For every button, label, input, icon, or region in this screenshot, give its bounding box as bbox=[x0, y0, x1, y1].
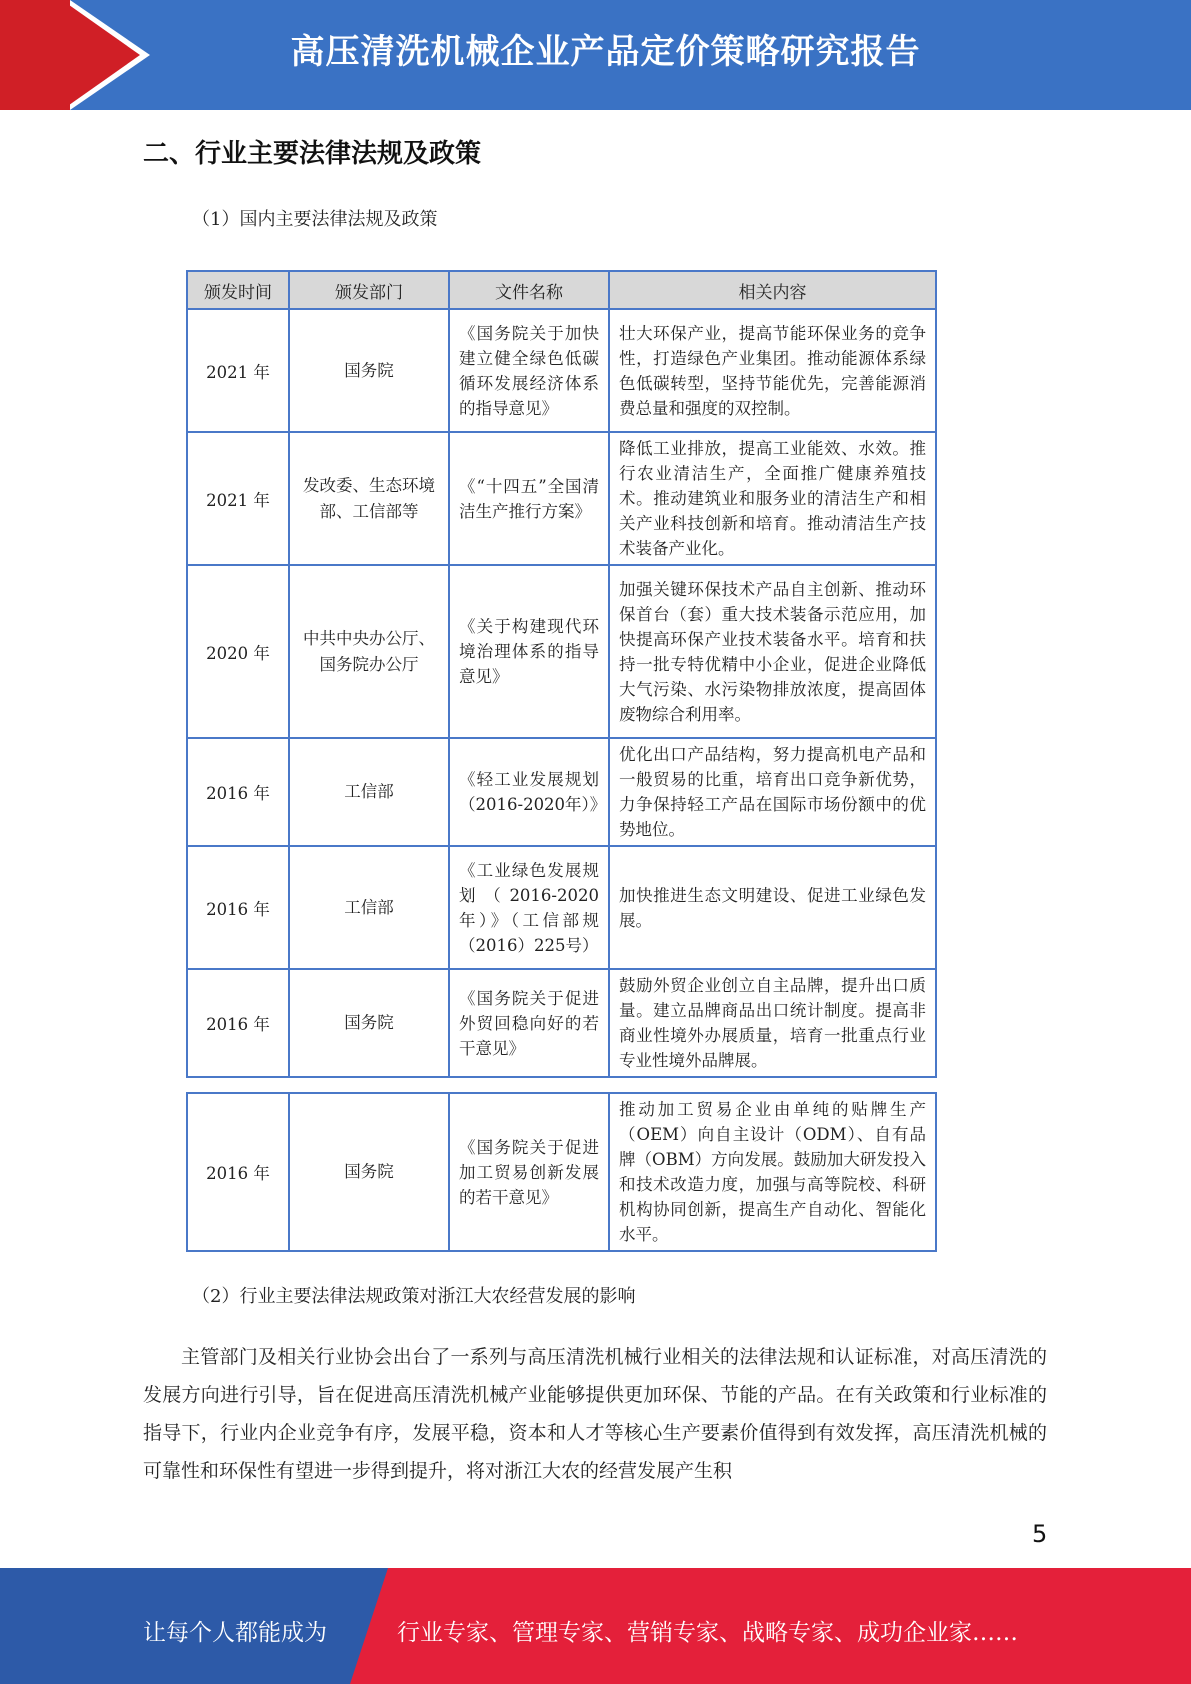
header-banner bbox=[0, 0, 1191, 110]
cell-year: 2016 年 bbox=[187, 738, 289, 846]
column-header-dept: 颁发部门 bbox=[289, 271, 449, 309]
cell-name: 《“十四五”全国清洁生产推行方案》 bbox=[449, 432, 609, 565]
subsection-title-2: （2）行业主要法律法规政策对浙江大农经营发展的影响 bbox=[192, 1286, 636, 1307]
cell-name: 《工业绿色发展规划（2016-2020年）》（工信部规（2016）225号） bbox=[449, 846, 609, 969]
cell-content: 优化出口产品结构，努力提高机电产品和一般贸易的比重，培育出口竞争新优势，力争保持轻工产品在国际市场份额中的优势地位。 bbox=[609, 738, 936, 846]
table-row bbox=[187, 432, 936, 565]
cell-dept: 工信部 bbox=[289, 846, 449, 969]
page-number: 5 bbox=[1032, 1520, 1048, 1548]
cell-name: 《国务院关于促进加工贸易创新发展的若干意见》 bbox=[449, 1093, 609, 1251]
footer-slogan-left: 让每个人都能成为 bbox=[143, 1620, 327, 1646]
cell-name: 《轻工业发展规划（2016-2020年）》 bbox=[449, 738, 609, 846]
table-row bbox=[187, 565, 936, 738]
column-header-name: 文件名称 bbox=[449, 271, 609, 309]
cell-year: 2016 年 bbox=[187, 1093, 289, 1251]
cell-content: 鼓励外贸企业创立自主品牌，提升出口质量。建立品牌商品出口统计制度。提高非商业性境外办展质量，培育一批重点行业专业性境外品牌展。 bbox=[609, 969, 936, 1077]
cell-content: 降低工业排放，提高工业能效、水效。推行农业清洁生产，全面推广健康养殖技术。推动建筑业和服务业的清洁生产和相关产业科技创新和培育。推动清洁生产技术装备产业化。 bbox=[609, 432, 936, 565]
footer-slogan-right: 行业专家、管理专家、营销专家、战略专家、成功企业家…… bbox=[397, 1620, 1018, 1646]
footer-banner bbox=[0, 1568, 1191, 1684]
table-row bbox=[187, 309, 936, 432]
cell-content: 加强关键环保技术产品自主创新、推动环保首台（套）重大技术装备示范应用，加快提高环保产业技术装备水平。培育和扶持一批专特优精中小企业，促进企业降低大气污染、水污染物排放浓度，提高固体废物综合利用率。 bbox=[609, 565, 936, 738]
cell-content: 加快推进生态文明建设、促进工业绿色发展。 bbox=[609, 846, 936, 969]
table-row bbox=[187, 1093, 936, 1251]
cell-dept: 国务院 bbox=[289, 1093, 449, 1251]
cell-year: 2016 年 bbox=[187, 846, 289, 969]
cell-year: 2020 年 bbox=[187, 565, 289, 738]
cell-year: 2021 年 bbox=[187, 432, 289, 565]
footer-blue-slant bbox=[350, 1568, 388, 1684]
cell-content: 推动加工贸易企业由单纯的贴牌生产（OEM）向自主设计（ODM）、自有品牌（OBM）方向发展。鼓励加大研发投入和技术改造力度，加强与高等院校、科研机构协同创新，提高生产自动化、智能化水平。 bbox=[609, 1093, 936, 1251]
cell-name: 《关于构建现代环境治理体系的指导意见》 bbox=[449, 565, 609, 738]
report-title: 高压清洗机械企业产品定价策略研究报告 bbox=[290, 32, 921, 72]
subsection-title-1: （1）国内主要法律法规及政策 bbox=[192, 209, 438, 230]
column-header-content: 相关内容 bbox=[609, 271, 936, 309]
cell-name: 《国务院关于促进外贸回稳向好的若干意见》 bbox=[449, 969, 609, 1077]
cell-year: 2016 年 bbox=[187, 969, 289, 1077]
cell-dept: 国务院 bbox=[289, 969, 449, 1077]
cell-dept: 国务院 bbox=[289, 309, 449, 432]
table-row bbox=[187, 846, 936, 969]
table-header-row bbox=[187, 271, 936, 309]
body-paragraph: 主管部门及相关行业协会出台了一系列与高压清洗机械行业相关的法律法规和认证标准，对高压清洗的发展方向进行引导，旨在促进高压清洗机械产业能够提供更加环保、节能的产品。在有关政策和行业标准的指导下，行业内企业竞争有序，发展平稳，资本和人才等核心生产要素价值得到有效发挥，高压清洗机械的可靠性和环保性有望进一步得到提升，将对浙江大农的经营发展产生积 bbox=[143, 1346, 1047, 1482]
cell-dept: 发改委、生态环境部、工信部等 bbox=[289, 432, 449, 565]
cell-dept: 中共中央办公厅、国务院办公厅 bbox=[289, 565, 449, 738]
policy-table bbox=[186, 270, 937, 1078]
cell-name: 《国务院关于加快建立健全绿色低碳循环发展经济体系的指导意见》 bbox=[449, 309, 609, 432]
column-header-year: 颁发时间 bbox=[187, 271, 289, 309]
cell-content: 壮大环保产业，提高节能环保业务的竞争性，打造绿色产业集团。推动能源体系绿色低碳转型，坚持节能优先，完善能源消费总量和强度的双控制。 bbox=[609, 309, 936, 432]
policy-table-continued bbox=[186, 1092, 937, 1252]
table-row bbox=[187, 969, 936, 1077]
section-title: 二、行业主要法律法规及政策 bbox=[143, 139, 482, 169]
cell-dept: 工信部 bbox=[289, 738, 449, 846]
cell-year: 2021 年 bbox=[187, 309, 289, 432]
table-row bbox=[187, 738, 936, 846]
